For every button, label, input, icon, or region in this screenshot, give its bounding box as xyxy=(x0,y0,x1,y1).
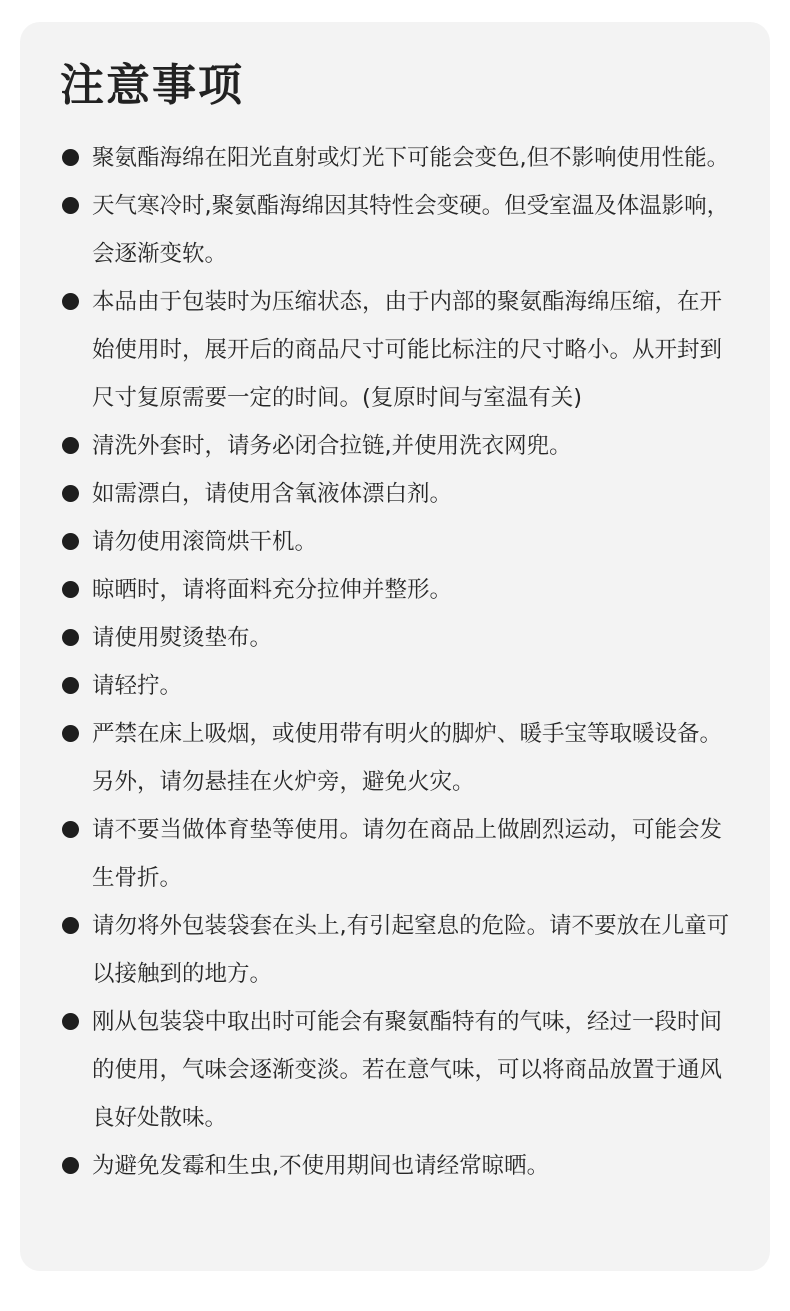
list-item xyxy=(60,134,732,182)
notice-list xyxy=(60,134,732,1190)
list-item xyxy=(60,182,732,278)
list-item xyxy=(60,278,732,422)
bullet-dot-icon xyxy=(62,197,79,214)
list-item-text: 晾晒时，请将面料充分拉伸并整形。 xyxy=(92,577,453,603)
list-item xyxy=(60,806,732,902)
list-item xyxy=(60,710,732,806)
list-item xyxy=(60,518,732,566)
list-item-text: 如需漂白，请使用含氧液体漂白剂。 xyxy=(92,481,453,507)
bullet-dot-icon xyxy=(62,629,79,646)
list-item-text: 清洗外套时，请务必闭合拉链,并使用洗衣网兜。 xyxy=(92,433,572,459)
list-item-text: 请不要当做体育垫等使用。请勿在商品上做剧烈运动，可能会发生骨折。 xyxy=(92,817,723,891)
list-item xyxy=(60,998,732,1142)
list-item-text: 为避免发霉和生虫,不使用期间也请经常晾晒。 xyxy=(92,1153,550,1179)
list-item-text: 请轻拧。 xyxy=(92,673,183,699)
list-item-text: 严禁在床上吸烟，或使用带有明火的脚炉、暖手宝等取暖设备。另外，请勿悬挂在火炉旁，避免火灾。 xyxy=(92,721,723,795)
bullet-dot-icon xyxy=(62,581,79,598)
list-item-text: 请使用熨烫垫布。 xyxy=(92,625,273,651)
bullet-dot-icon xyxy=(62,1157,79,1174)
bullet-dot-icon xyxy=(62,485,79,502)
bullet-dot-icon xyxy=(62,917,79,934)
list-item xyxy=(60,902,732,998)
list-item-text: 本品由于包装时为压缩状态，由于内部的聚氨酯海绵压缩，在开始使用时，展开后的商品尺寸可能比标注的尺寸略小。从开封到尺寸复原需要一定的时间。(复原时间与室温有关) xyxy=(92,289,723,411)
list-item xyxy=(60,566,732,614)
bullet-dot-icon xyxy=(62,149,79,166)
list-item xyxy=(60,614,732,662)
bullet-dot-icon xyxy=(62,533,79,550)
bullet-dot-icon xyxy=(62,725,79,742)
list-item-text: 请勿将外包装袋套在头上,有引起窒息的危险。请不要放在儿童可以接触到的地方。 xyxy=(92,913,730,987)
bullet-dot-icon xyxy=(62,437,79,454)
bullet-dot-icon xyxy=(62,293,79,310)
list-item xyxy=(60,662,732,710)
list-item-text: 天气寒冷时,聚氨酯海绵因其特性会变硬。但受室温及体温影响，会逐渐变软。 xyxy=(92,193,730,267)
list-item-text: 聚氨酯海绵在阳光直射或灯光下可能会变色,但不影响使用性能。 xyxy=(92,145,730,171)
page-title: 注意事项 xyxy=(60,60,244,111)
list-item-text: 刚从包装袋中取出时可能会有聚氨酯特有的气味，经过一段时间的使用，气味会逐渐变淡。若在意气味，可以将商品放置于通风良好处散味。 xyxy=(92,1009,723,1131)
notice-card xyxy=(20,22,770,1271)
list-item-text: 请勿使用滚筒烘干机。 xyxy=(92,529,318,555)
list-item xyxy=(60,1142,732,1190)
list-item xyxy=(60,470,732,518)
bullet-dot-icon xyxy=(62,1013,79,1030)
bullet-dot-icon xyxy=(62,821,79,838)
bullet-dot-icon xyxy=(62,677,79,694)
list-item xyxy=(60,422,732,470)
